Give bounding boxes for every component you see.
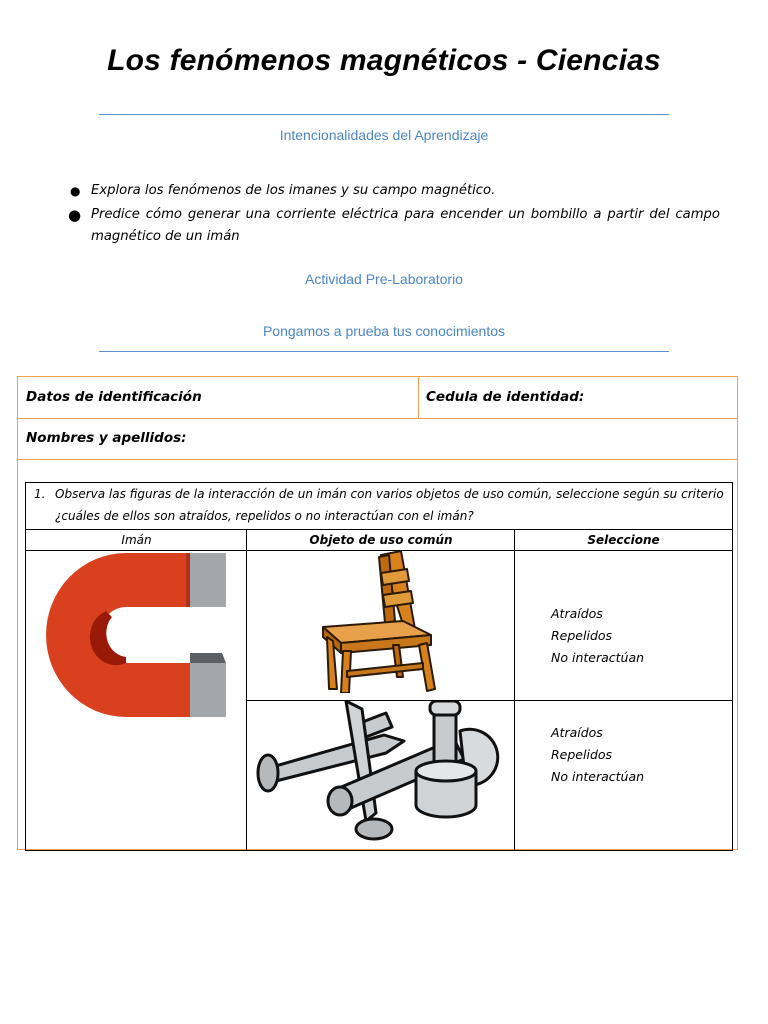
- question-table: [25, 482, 733, 851]
- select-options-chair: [551, 603, 644, 669]
- option-attracted[interactable]: Atraídos: [551, 606, 603, 621]
- question-body: Observa las figuras de la interacción de un imán con varios objetos de uso común, seleccione según su criterio ¿cuáles de ellos son atraídos, repelidos o no interactúan con el imán?: [55, 487, 724, 523]
- bottom-divider: [99, 351, 669, 352]
- id-data-label: Datos de identificación: [26, 389, 202, 405]
- objective-item: ● Predice cómo generar una corriente eléctrica para encender un bombillo a partir del campo magnético de un imán: [68, 206, 720, 244]
- form-row-identification: [18, 377, 737, 419]
- question-text: [26, 483, 732, 530]
- header-magnet: Imán: [26, 529, 247, 551]
- option-no-interaction[interactable]: No interactúan: [551, 769, 645, 784]
- top-divider: [99, 114, 669, 115]
- bullet-icon: ●: [70, 184, 81, 198]
- magnet-image: [46, 553, 226, 717]
- objective-item: ● Explora los fenómenos de los imanes y su campo magnético.: [68, 180, 720, 202]
- option-repelled[interactable]: Repelidos: [551, 747, 613, 762]
- select-options-nails: [551, 722, 644, 788]
- header-object: Objeto de uso común: [247, 529, 515, 551]
- chair-image: [319, 551, 443, 693]
- option-no-interaction[interactable]: No interactúan: [551, 650, 645, 665]
- option-attracted[interactable]: Atraídos: [551, 725, 603, 740]
- names-field[interactable]: Nombres y apellidos:: [26, 430, 187, 446]
- nails-screws-image: [254, 701, 510, 847]
- column-divider: [246, 529, 247, 850]
- id-card-field[interactable]: Cedula de identidad:: [426, 389, 585, 405]
- form-divider: [418, 377, 419, 418]
- question-number: 1.: [34, 487, 46, 501]
- header-select: Seleccione: [515, 529, 732, 551]
- page-title: Los fenómenos magnéticos - Ciencias: [107, 44, 661, 77]
- form-row-names: [18, 419, 737, 460]
- bullet-icon: ●: [68, 206, 82, 224]
- objectives-list: [68, 180, 720, 250]
- section-prelab-heading: Actividad Pre-Laboratorio: [305, 271, 463, 287]
- section-intentions-heading: Intencionalidades del Aprendizaje: [279, 127, 489, 143]
- section-test-heading: Pongamos a prueba tus conocimientos: [262, 323, 506, 339]
- option-repelled[interactable]: Repelidos: [551, 628, 613, 643]
- column-divider: [514, 529, 515, 850]
